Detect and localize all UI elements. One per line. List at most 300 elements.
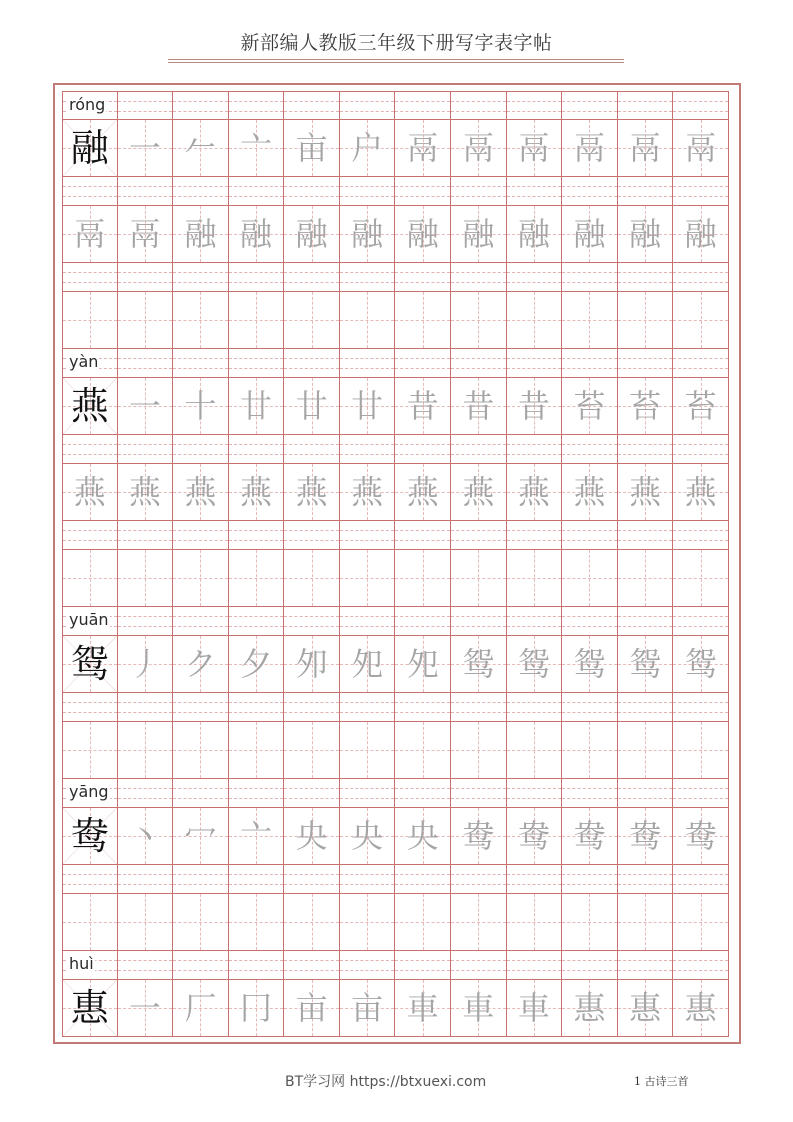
pinyin-cell[interactable] bbox=[118, 177, 174, 206]
writing-box[interactable] bbox=[562, 550, 618, 607]
writing-box[interactable] bbox=[340, 550, 396, 607]
writing-box[interactable] bbox=[229, 722, 285, 779]
writing-box[interactable] bbox=[173, 120, 229, 177]
pinyin-cell[interactable] bbox=[118, 951, 174, 980]
pinyin-cell[interactable] bbox=[340, 607, 396, 636]
pinyin-cell[interactable] bbox=[340, 779, 396, 808]
pinyin-cell[interactable] bbox=[618, 521, 674, 550]
guide-line bbox=[673, 358, 728, 359]
writing-box[interactable] bbox=[395, 550, 451, 607]
pinyin-cell[interactable] bbox=[229, 521, 285, 550]
writing-box[interactable] bbox=[229, 292, 285, 349]
trace-character: 夗 bbox=[351, 645, 384, 683]
guide-line bbox=[340, 970, 395, 971]
writing-box[interactable] bbox=[507, 120, 563, 177]
writing-box[interactable] bbox=[229, 464, 285, 521]
writing-box[interactable] bbox=[284, 894, 340, 951]
pinyin-cell[interactable] bbox=[618, 779, 674, 808]
pinyin-cell[interactable] bbox=[62, 263, 118, 292]
writing-box[interactable] bbox=[507, 808, 563, 865]
pinyin-cell[interactable] bbox=[451, 951, 507, 980]
pinyin-cell[interactable] bbox=[451, 607, 507, 636]
writing-box[interactable] bbox=[618, 120, 674, 177]
guide-line bbox=[395, 874, 450, 875]
writing-box[interactable] bbox=[118, 808, 174, 865]
writing-box[interactable] bbox=[395, 980, 451, 1037]
pinyin-cell[interactable] bbox=[62, 177, 118, 206]
writing-box[interactable] bbox=[451, 206, 507, 263]
guide-line bbox=[284, 196, 339, 197]
writing-box[interactable] bbox=[395, 808, 451, 865]
guide-line bbox=[618, 454, 673, 455]
writing-box[interactable] bbox=[395, 464, 451, 521]
pinyin-cell[interactable] bbox=[284, 607, 340, 636]
writing-box[interactable] bbox=[618, 206, 674, 263]
pinyin-cell[interactable] bbox=[618, 693, 674, 722]
writing-box[interactable] bbox=[118, 120, 174, 177]
trace-character: 鸳 bbox=[684, 645, 717, 683]
writing-box[interactable] bbox=[673, 894, 729, 951]
writing-box[interactable] bbox=[118, 206, 174, 263]
pinyin-cell[interactable] bbox=[562, 521, 618, 550]
pinyin-cell[interactable] bbox=[118, 521, 174, 550]
writing-box[interactable] bbox=[673, 206, 729, 263]
pinyin-cell[interactable] bbox=[562, 263, 618, 292]
pinyin-cell[interactable] bbox=[173, 349, 229, 378]
pinyin-cell[interactable] bbox=[229, 91, 285, 120]
pinyin-cell[interactable] bbox=[62, 607, 118, 636]
pinyin-cell[interactable] bbox=[173, 91, 229, 120]
writing-box[interactable] bbox=[618, 722, 674, 779]
pinyin-cell[interactable] bbox=[673, 349, 729, 378]
pinyin-cell[interactable] bbox=[395, 177, 451, 206]
writing-box[interactable] bbox=[340, 206, 396, 263]
pinyin-cell[interactable] bbox=[451, 779, 507, 808]
writing-box[interactable] bbox=[673, 292, 729, 349]
writing-box[interactable] bbox=[618, 550, 674, 607]
pinyin-cell[interactable] bbox=[507, 779, 563, 808]
writing-box[interactable] bbox=[173, 464, 229, 521]
title-underline-2 bbox=[168, 62, 624, 63]
writing-box[interactable] bbox=[118, 464, 174, 521]
pinyin-cell[interactable] bbox=[507, 951, 563, 980]
pinyin-cell[interactable] bbox=[507, 349, 563, 378]
pinyin-cell[interactable] bbox=[340, 349, 396, 378]
writing-box[interactable] bbox=[562, 722, 618, 779]
writing-box[interactable] bbox=[673, 120, 729, 177]
pinyin-cell[interactable] bbox=[507, 521, 563, 550]
writing-box[interactable] bbox=[507, 206, 563, 263]
writing-box[interactable] bbox=[229, 206, 285, 263]
pinyin-cell[interactable] bbox=[62, 951, 118, 980]
writing-box[interactable] bbox=[451, 980, 507, 1037]
pinyin-cell[interactable] bbox=[340, 435, 396, 464]
pinyin-cell[interactable] bbox=[673, 435, 729, 464]
writing-box[interactable] bbox=[118, 378, 174, 435]
writing-box[interactable] bbox=[507, 980, 563, 1037]
writing-box[interactable] bbox=[118, 894, 174, 951]
writing-box[interactable] bbox=[62, 464, 118, 521]
pinyin-cell[interactable] bbox=[562, 865, 618, 894]
writing-box[interactable] bbox=[229, 980, 285, 1037]
guide-line bbox=[618, 282, 673, 283]
writing-box[interactable] bbox=[284, 292, 340, 349]
pinyin-cell[interactable] bbox=[284, 263, 340, 292]
writing-box[interactable] bbox=[673, 980, 729, 1037]
guide-line bbox=[173, 368, 228, 369]
pinyin-cell[interactable] bbox=[507, 865, 563, 894]
writing-box[interactable] bbox=[229, 378, 285, 435]
writing-box[interactable] bbox=[62, 980, 118, 1037]
pinyin-cell[interactable] bbox=[62, 435, 118, 464]
writing-box[interactable] bbox=[507, 636, 563, 693]
writing-box[interactable] bbox=[507, 292, 563, 349]
writing-box[interactable] bbox=[451, 722, 507, 779]
pinyin-cell[interactable] bbox=[507, 693, 563, 722]
writing-box[interactable] bbox=[395, 636, 451, 693]
pinyin-cell[interactable] bbox=[229, 263, 285, 292]
writing-box[interactable] bbox=[507, 722, 563, 779]
pinyin-cell[interactable] bbox=[395, 865, 451, 894]
writing-box[interactable] bbox=[173, 550, 229, 607]
trace-character: 燕 bbox=[240, 473, 273, 511]
writing-box[interactable] bbox=[62, 120, 118, 177]
writing-box[interactable] bbox=[340, 292, 396, 349]
writing-box[interactable] bbox=[562, 808, 618, 865]
guide-line bbox=[451, 454, 506, 455]
pinyin-cell[interactable] bbox=[507, 177, 563, 206]
guide-line bbox=[673, 578, 728, 579]
guide-line bbox=[507, 272, 562, 273]
writing-box[interactable] bbox=[340, 378, 396, 435]
pinyin-cell[interactable] bbox=[62, 779, 118, 808]
pinyin-cell[interactable] bbox=[507, 91, 563, 120]
writing-box[interactable] bbox=[395, 206, 451, 263]
pinyin-cell[interactable] bbox=[507, 607, 563, 636]
writing-box[interactable] bbox=[62, 292, 118, 349]
guide-line bbox=[562, 358, 617, 359]
writing-box[interactable] bbox=[451, 636, 507, 693]
writing-box[interactable] bbox=[562, 980, 618, 1037]
writing-box[interactable] bbox=[507, 894, 563, 951]
pinyin-cell[interactable] bbox=[451, 177, 507, 206]
pinyin-cell[interactable] bbox=[562, 779, 618, 808]
writing-box[interactable] bbox=[340, 636, 396, 693]
writing-box[interactable] bbox=[618, 378, 674, 435]
pinyin-cell[interactable] bbox=[229, 779, 285, 808]
pinyin-cell[interactable] bbox=[173, 521, 229, 550]
writing-box[interactable] bbox=[673, 550, 729, 607]
writing-box[interactable] bbox=[284, 464, 340, 521]
pinyin-cell[interactable] bbox=[173, 177, 229, 206]
pinyin-cell[interactable] bbox=[118, 693, 174, 722]
writing-box[interactable] bbox=[562, 378, 618, 435]
pinyin-cell[interactable] bbox=[340, 521, 396, 550]
pinyin-cell[interactable] bbox=[507, 263, 563, 292]
writing-box[interactable] bbox=[562, 292, 618, 349]
writing-box[interactable] bbox=[118, 550, 174, 607]
pinyin-cell[interactable] bbox=[284, 349, 340, 378]
pinyin-cell[interactable] bbox=[173, 779, 229, 808]
pinyin-cell[interactable] bbox=[118, 349, 174, 378]
trace-character: 廿 bbox=[295, 387, 328, 425]
guide-line bbox=[451, 616, 506, 617]
pinyin-cell[interactable] bbox=[173, 607, 229, 636]
pinyin-cell[interactable] bbox=[229, 607, 285, 636]
pinyin-cell[interactable] bbox=[562, 91, 618, 120]
pinyin-cell[interactable] bbox=[451, 91, 507, 120]
writing-box[interactable] bbox=[451, 120, 507, 177]
pinyin-cell[interactable] bbox=[451, 349, 507, 378]
writing-box[interactable] bbox=[340, 722, 396, 779]
writing-box[interactable] bbox=[618, 292, 674, 349]
writing-box[interactable] bbox=[395, 894, 451, 951]
writing-box[interactable] bbox=[507, 378, 563, 435]
writing-box[interactable] bbox=[673, 636, 729, 693]
pinyin-cell[interactable] bbox=[673, 693, 729, 722]
writing-box[interactable] bbox=[451, 808, 507, 865]
writing-box[interactable] bbox=[62, 378, 118, 435]
pinyin-cell[interactable] bbox=[284, 521, 340, 550]
guide-line bbox=[284, 111, 339, 112]
writing-box[interactable] bbox=[673, 464, 729, 521]
pinyin-cell[interactable] bbox=[451, 865, 507, 894]
writing-box[interactable] bbox=[118, 980, 174, 1037]
pinyin-cell[interactable] bbox=[395, 607, 451, 636]
pinyin-cell[interactable] bbox=[229, 349, 285, 378]
writing-box[interactable] bbox=[229, 894, 285, 951]
guide-line bbox=[229, 444, 284, 445]
pinyin-cell[interactable] bbox=[62, 693, 118, 722]
writing-box[interactable] bbox=[284, 636, 340, 693]
pinyin-cell[interactable] bbox=[395, 951, 451, 980]
writing-box[interactable] bbox=[284, 378, 340, 435]
guide-line bbox=[340, 884, 395, 885]
guide-line bbox=[618, 101, 673, 102]
pinyin-cell[interactable] bbox=[562, 435, 618, 464]
writing-box[interactable] bbox=[62, 722, 118, 779]
pinyin-cell[interactable] bbox=[229, 865, 285, 894]
writing-box[interactable] bbox=[229, 120, 285, 177]
writing-box[interactable] bbox=[173, 722, 229, 779]
pinyin-cell[interactable] bbox=[340, 177, 396, 206]
pinyin-cell[interactable] bbox=[229, 435, 285, 464]
pinyin-cell[interactable] bbox=[284, 435, 340, 464]
pinyin-cell[interactable] bbox=[562, 951, 618, 980]
pinyin-cell[interactable] bbox=[340, 91, 396, 120]
writing-box[interactable] bbox=[229, 808, 285, 865]
guide-line bbox=[173, 750, 228, 751]
pinyin-cell[interactable] bbox=[673, 263, 729, 292]
pinyin-cell[interactable] bbox=[618, 607, 674, 636]
writing-box[interactable] bbox=[284, 206, 340, 263]
guide-line bbox=[118, 884, 173, 885]
guide-line bbox=[340, 960, 395, 961]
pinyin-cell[interactable] bbox=[673, 607, 729, 636]
pinyin-cell[interactable] bbox=[173, 263, 229, 292]
writing-box[interactable] bbox=[395, 722, 451, 779]
writing-box[interactable] bbox=[395, 378, 451, 435]
writing-box[interactable] bbox=[395, 120, 451, 177]
pinyin-cell[interactable] bbox=[118, 865, 174, 894]
writing-box[interactable] bbox=[451, 464, 507, 521]
writing-box[interactable] bbox=[618, 980, 674, 1037]
pinyin-cell[interactable] bbox=[229, 693, 285, 722]
writing-box[interactable] bbox=[562, 894, 618, 951]
pinyin-cell[interactable] bbox=[62, 521, 118, 550]
writing-box[interactable] bbox=[507, 550, 563, 607]
pinyin-cell[interactable] bbox=[395, 521, 451, 550]
pinyin-strip-row bbox=[62, 607, 729, 636]
pinyin-cell[interactable] bbox=[562, 607, 618, 636]
writing-box[interactable] bbox=[340, 120, 396, 177]
guide-line bbox=[451, 702, 506, 703]
writing-box[interactable] bbox=[173, 292, 229, 349]
pinyin-cell[interactable] bbox=[118, 607, 174, 636]
writing-box[interactable] bbox=[284, 808, 340, 865]
pinyin-cell[interactable] bbox=[618, 865, 674, 894]
pinyin-cell[interactable] bbox=[118, 779, 174, 808]
pinyin-cell[interactable] bbox=[673, 521, 729, 550]
writing-box[interactable] bbox=[618, 464, 674, 521]
pinyin-cell[interactable] bbox=[62, 91, 118, 120]
pinyin-cell[interactable] bbox=[673, 951, 729, 980]
pinyin-cell[interactable] bbox=[395, 779, 451, 808]
writing-box[interactable] bbox=[62, 550, 118, 607]
pinyin-cell[interactable] bbox=[284, 779, 340, 808]
writing-box[interactable] bbox=[229, 636, 285, 693]
writing-box[interactable] bbox=[118, 292, 174, 349]
pinyin-cell[interactable] bbox=[507, 435, 563, 464]
pinyin-cell[interactable] bbox=[618, 91, 674, 120]
writing-box[interactable] bbox=[451, 378, 507, 435]
writing-box[interactable] bbox=[562, 464, 618, 521]
writing-box[interactable] bbox=[562, 636, 618, 693]
pinyin-cell[interactable] bbox=[395, 263, 451, 292]
pinyin-cell[interactable] bbox=[562, 177, 618, 206]
pinyin-cell[interactable] bbox=[562, 693, 618, 722]
writing-box[interactable] bbox=[62, 894, 118, 951]
trace-character: 融 bbox=[629, 215, 662, 253]
writing-box[interactable] bbox=[562, 206, 618, 263]
pinyin-cell[interactable] bbox=[673, 779, 729, 808]
pinyin-cell[interactable] bbox=[618, 263, 674, 292]
pinyin-cell[interactable] bbox=[173, 865, 229, 894]
pinyin-cell[interactable] bbox=[673, 865, 729, 894]
writing-box[interactable] bbox=[62, 636, 118, 693]
pinyin-cell[interactable] bbox=[618, 951, 674, 980]
pinyin-cell[interactable] bbox=[118, 263, 174, 292]
writing-box[interactable] bbox=[395, 292, 451, 349]
pinyin-cell[interactable] bbox=[229, 177, 285, 206]
writing-box[interactable] bbox=[451, 550, 507, 607]
pinyin-cell[interactable] bbox=[395, 91, 451, 120]
pinyin-cell[interactable] bbox=[618, 435, 674, 464]
writing-box[interactable] bbox=[173, 378, 229, 435]
guide-line bbox=[284, 578, 339, 579]
writing-box[interactable] bbox=[673, 722, 729, 779]
pinyin-cell[interactable] bbox=[62, 349, 118, 378]
writing-box[interactable] bbox=[173, 894, 229, 951]
pinyin-cell[interactable] bbox=[340, 693, 396, 722]
writing-box[interactable] bbox=[340, 894, 396, 951]
pinyin-cell[interactable] bbox=[618, 349, 674, 378]
writing-box[interactable] bbox=[284, 980, 340, 1037]
pinyin-cell[interactable] bbox=[340, 951, 396, 980]
pinyin-cell[interactable] bbox=[118, 435, 174, 464]
writing-box[interactable] bbox=[562, 120, 618, 177]
pinyin-cell[interactable] bbox=[451, 435, 507, 464]
pinyin-cell[interactable] bbox=[618, 177, 674, 206]
pinyin-cell[interactable] bbox=[395, 693, 451, 722]
pinyin-cell[interactable] bbox=[395, 349, 451, 378]
writing-box[interactable] bbox=[340, 808, 396, 865]
pinyin-cell[interactable] bbox=[673, 91, 729, 120]
writing-box[interactable] bbox=[173, 980, 229, 1037]
pinyin-cell[interactable] bbox=[118, 91, 174, 120]
writing-box[interactable] bbox=[284, 722, 340, 779]
writing-box[interactable] bbox=[229, 550, 285, 607]
pinyin-cell[interactable] bbox=[284, 177, 340, 206]
pinyin-cell[interactable] bbox=[451, 521, 507, 550]
writing-box[interactable] bbox=[673, 378, 729, 435]
writing-box[interactable] bbox=[118, 636, 174, 693]
pinyin-cell[interactable] bbox=[451, 263, 507, 292]
pinyin-cell[interactable] bbox=[673, 177, 729, 206]
pinyin-cell[interactable] bbox=[173, 693, 229, 722]
pinyin-cell[interactable] bbox=[173, 951, 229, 980]
guide-line bbox=[340, 540, 395, 541]
pinyin-cell[interactable] bbox=[284, 951, 340, 980]
pinyin-cell[interactable] bbox=[340, 263, 396, 292]
writing-box[interactable] bbox=[673, 808, 729, 865]
pinyin-cell[interactable] bbox=[451, 693, 507, 722]
pinyin-cell[interactable] bbox=[395, 435, 451, 464]
writing-box[interactable] bbox=[451, 292, 507, 349]
pinyin-cell[interactable] bbox=[284, 91, 340, 120]
writing-box[interactable] bbox=[618, 808, 674, 865]
writing-box[interactable] bbox=[173, 206, 229, 263]
pinyin-cell[interactable] bbox=[562, 349, 618, 378]
writing-box[interactable] bbox=[618, 636, 674, 693]
writing-box[interactable] bbox=[118, 722, 174, 779]
trace-character: 融 bbox=[184, 215, 217, 253]
pinyin-cell[interactable] bbox=[340, 865, 396, 894]
guide-line bbox=[395, 750, 450, 751]
writing-box[interactable] bbox=[62, 808, 118, 865]
pinyin-cell[interactable] bbox=[229, 951, 285, 980]
guide-line bbox=[173, 272, 228, 273]
character-box-row bbox=[62, 636, 729, 693]
writing-box[interactable] bbox=[284, 550, 340, 607]
guide-line bbox=[507, 616, 562, 617]
pinyin-cell[interactable] bbox=[62, 865, 118, 894]
writing-box[interactable] bbox=[507, 464, 563, 521]
pinyin-cell[interactable] bbox=[173, 435, 229, 464]
writing-box[interactable] bbox=[173, 808, 229, 865]
pinyin-cell[interactable] bbox=[284, 693, 340, 722]
guide-line bbox=[507, 358, 562, 359]
writing-box[interactable] bbox=[618, 894, 674, 951]
writing-box[interactable] bbox=[340, 980, 396, 1037]
writing-box[interactable] bbox=[62, 206, 118, 263]
trace-character: 惠 bbox=[684, 989, 717, 1027]
writing-box[interactable] bbox=[451, 894, 507, 951]
writing-box[interactable] bbox=[340, 464, 396, 521]
pinyin-cell[interactable] bbox=[284, 865, 340, 894]
writing-box[interactable] bbox=[173, 636, 229, 693]
writing-box[interactable] bbox=[284, 120, 340, 177]
